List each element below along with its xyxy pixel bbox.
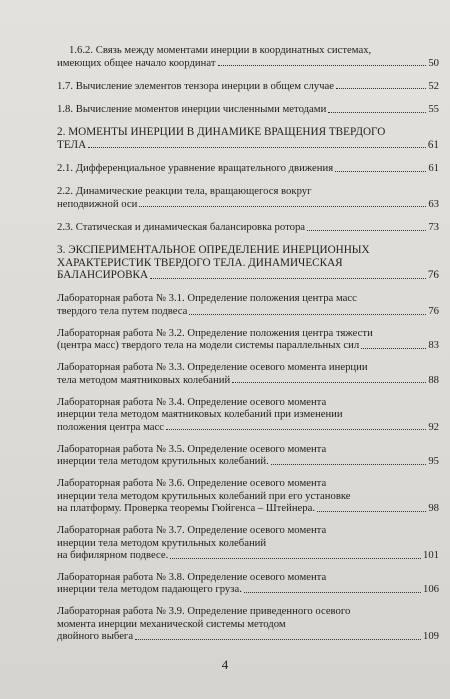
- dot-leader: [361, 348, 426, 349]
- dot-leader: [328, 112, 426, 113]
- toc-entry-text: Лабораторная работа № 3.7. Определение осевого момента: [57, 523, 327, 536]
- toc-entry-text: БАЛАНСИРОВКА: [57, 269, 149, 282]
- toc-entry-text: на бифилярном подвесе.: [57, 549, 169, 562]
- toc-entry: [57, 221, 439, 234]
- dot-leader: [135, 639, 421, 640]
- toc-entry-text: на платформу. Проверка теоремы Гюйгенса – Штейнера.: [57, 502, 316, 515]
- toc-section-heading: [57, 126, 439, 151]
- toc-page-number: 50: [428, 56, 439, 69]
- toc-entry-text: Лабораторная работа № 3.6. Определение осевого момента: [57, 476, 327, 489]
- toc-page-number: 98: [428, 502, 439, 515]
- toc-page-number: 61: [428, 161, 439, 174]
- toc-entry: [57, 162, 439, 175]
- toc-entry-text: (центра масс) твердого тела на модели системы параллельных сил: [57, 339, 360, 352]
- dot-leader: [335, 171, 426, 172]
- toc-entry-text: инерции тела методом маятниковых колебаний при изменении: [57, 408, 343, 421]
- toc-entry: [57, 524, 439, 562]
- dot-leader: [244, 592, 421, 593]
- toc-entry: [57, 361, 439, 386]
- toc-entry-text: 2.1. Дифференциальное уравнение вращательного движения: [57, 161, 334, 174]
- toc-entry-text: 2.2. Динамические реакции тела, вращающегося вокруг: [57, 185, 312, 198]
- dot-leader: [170, 558, 421, 559]
- dot-leader: [218, 65, 427, 66]
- toc-page-number: 76: [428, 305, 439, 318]
- toc-entry-text: Лабораторная работа № 3.3. Определение осевого момента инерции: [57, 361, 368, 374]
- toc-entry: [57, 477, 439, 515]
- toc-entry-text: инерции тела методом крутильных колебаний: [57, 536, 267, 549]
- toc-page-number: 92: [428, 420, 439, 433]
- toc-entry-text: тела методом маятниковых колебаний: [57, 373, 231, 386]
- dot-leader: [271, 464, 427, 465]
- page-number: 4: [221, 657, 229, 672]
- dot-leader: [307, 230, 426, 231]
- toc-entry-text: инерции тела методом крутильных колебаний.: [57, 455, 269, 468]
- toc-entry-text: ТЕЛА: [57, 138, 87, 151]
- toc-entry-text: Лабораторная работа № 3.1. Определение положения центра масс: [57, 292, 357, 305]
- toc-page-number: 76: [427, 269, 439, 282]
- toc-entry-text: 1.8. Вычисление моментов инерции численными методами: [57, 102, 327, 115]
- toc-page-number: 88: [428, 373, 439, 386]
- table-of-contents: [57, 44, 439, 652]
- toc-entry-text: твердого тела путем подвеса: [57, 305, 188, 318]
- toc-entry-text: 1.6.2. Связь между моментами инерции в координатных системах,: [69, 44, 372, 56]
- toc-entry: [57, 396, 439, 434]
- toc-entry-text: положения центра масс: [57, 420, 165, 433]
- toc-entry-text: момента инерции механической системы методом: [57, 617, 286, 630]
- toc-page-number: 101: [422, 549, 439, 562]
- toc-entry-text: 3. ЭКСПЕРИМЕНТАЛЬНОЕ ОПРЕДЕЛЕНИЕ ИНЕРЦИОННЫХ: [57, 244, 370, 257]
- dot-leader: [317, 511, 426, 512]
- toc-page-number: 55: [428, 102, 439, 115]
- toc-entry: [57, 605, 439, 643]
- toc-page-number: 61: [427, 138, 439, 151]
- toc-page-number: 109: [422, 630, 439, 643]
- dot-leader: [88, 147, 426, 148]
- toc-entry-text: 1.7. Вычисление элементов тензора инерции в общем случае: [57, 79, 335, 92]
- toc-page-number: 73: [428, 220, 439, 233]
- toc-page-number: 83: [428, 339, 439, 352]
- dot-leader: [139, 206, 426, 207]
- toc-entry-text: Лабораторная работа № 3.2. Определение положения центра тяжести: [57, 326, 373, 339]
- toc-section-heading: [57, 244, 439, 282]
- toc-entry: [57, 80, 439, 93]
- toc-page-number: 95: [428, 455, 439, 468]
- toc-entry-text: инерции тела методом падающего груза.: [57, 583, 242, 596]
- toc-page-number: 106: [422, 583, 439, 596]
- toc-entry-text: инерции тела методом крутильных колебаний при его установке: [57, 489, 351, 502]
- toc-entry-text: Лабораторная работа № 3.9. Определение приведенного осевого: [57, 605, 351, 618]
- toc-entry: [57, 443, 439, 468]
- toc-entry: [57, 103, 439, 116]
- toc-page-number: 63: [428, 197, 439, 210]
- toc-entry-text: двойного выбега: [57, 630, 134, 643]
- toc-entry-text: 2.3. Статическая и динамическая балансировка ротора: [57, 220, 306, 233]
- toc-entry: [57, 292, 439, 317]
- dot-leader: [232, 382, 426, 383]
- dot-leader: [336, 88, 426, 89]
- toc-entry-text: ХАРАКТЕРИСТИК ТВЕРДОГО ТЕЛА. ДИНАМИЧЕСКАЯ: [57, 256, 343, 269]
- toc-entry: [57, 44, 439, 69]
- toc-page-number: 52: [428, 79, 439, 92]
- toc-entry: [57, 185, 439, 210]
- toc-entry-text: Лабораторная работа № 3.8. Определение осевого момента: [57, 570, 327, 583]
- toc-entry-text: имеющих общее начало координат: [57, 56, 216, 69]
- dot-leader: [150, 278, 426, 279]
- toc-entry-text: Лабораторная работа № 3.5. Определение осевого момента: [57, 442, 327, 455]
- toc-entry-text: неподвижной оси: [57, 197, 138, 210]
- toc-entry: [57, 327, 439, 352]
- toc-entry-text: 2. МОМЕНТЫ ИНЕРЦИИ В ДИНАМИКЕ ВРАЩЕНИЯ ТВЕРДОГО: [57, 126, 386, 139]
- toc-entry-text: Лабораторная работа № 3.4. Определение осевого момента: [57, 395, 327, 408]
- toc-entry: [57, 571, 439, 596]
- dot-leader: [189, 314, 426, 315]
- dot-leader: [166, 429, 426, 430]
